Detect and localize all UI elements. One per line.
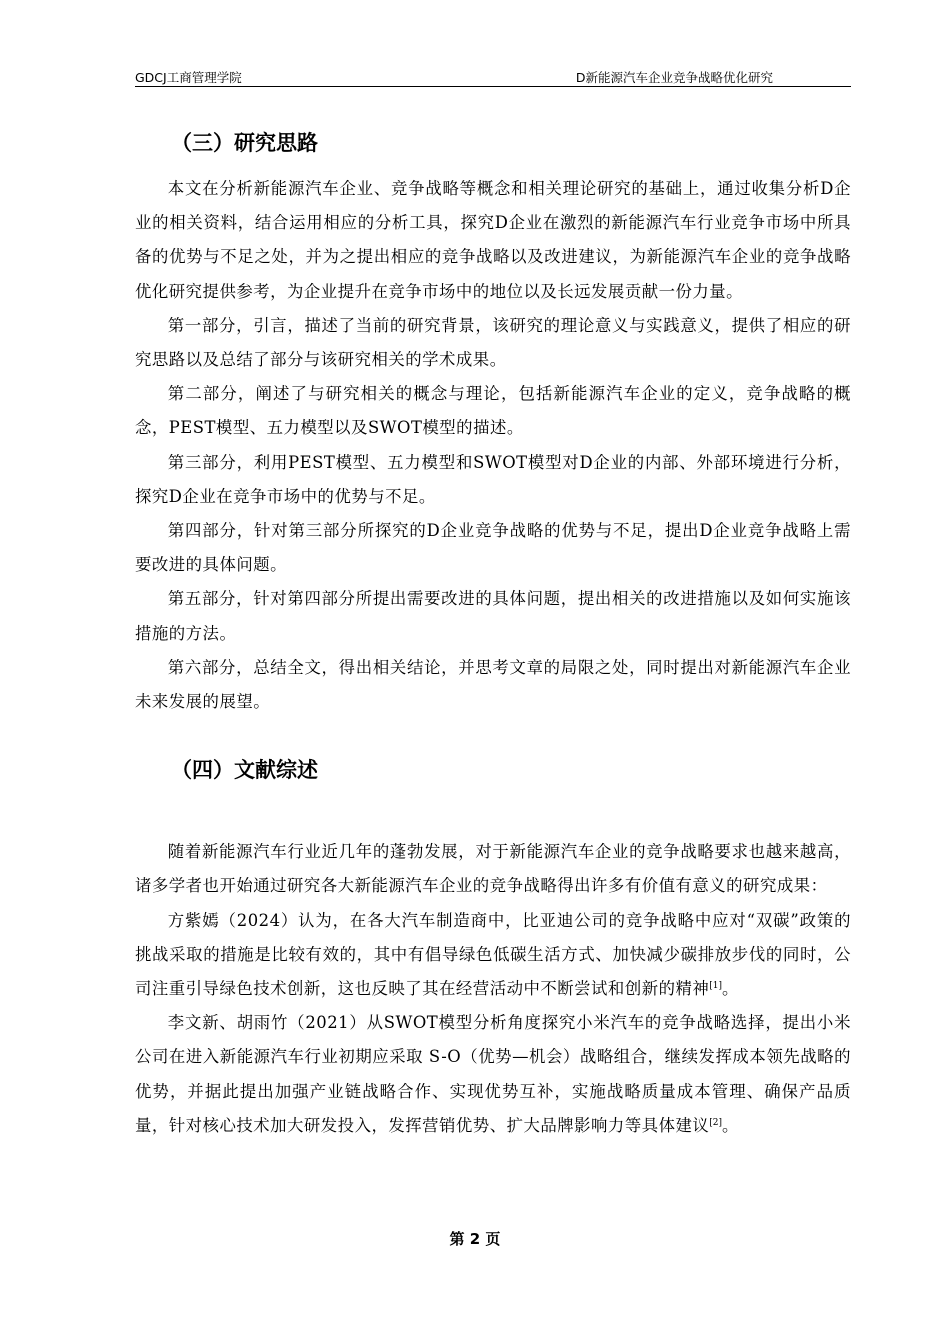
page-header bbox=[135, 64, 851, 87]
page-number: 第 2 页 bbox=[449, 1230, 501, 1248]
paragraph: 第三部分，利用PEST模型、五力模型和SWOT模型对D企业的内部、外部环境进行分析，探究D企业在竞争市场中的优势与不足。 bbox=[135, 452, 851, 506]
paragraph: 随着新能源汽车行业近几年的蓬勃发展，对于新能源汽车企业的竞争战略要求也越来越高，诸多学者也开始通过研究各大新能源汽车企业的竞争战略得出许多有价值有意义的研究成果： bbox=[135, 842, 851, 896]
paragraph: 第二部分，阐述了与研究相关的概念与理论，包括新能源汽车企业的定义，竞争战略的概念，PEST模型、五力模型以及SWOT模型的描述。 bbox=[135, 384, 851, 438]
paragraph: 第六部分，总结全文，得出相关结论，并思考文章的局限之处，同时提出对新能源汽车企业未来发展的展望。 bbox=[135, 657, 851, 712]
reference-text: 方紫嫣（2024）认为，在各大汽车制造商中，比亚迪公司的竞争战略中应对“双碳”政策的挑战采取的措施是比较有效的，其中有倡导绿色低碳生活方式、加快减少碳排放步伐的同时，公司注重引导绿色技术创新，这也反映了其在经营活动中不断尝试和创新的精神 bbox=[135, 910, 851, 999]
header-institution: GDCJ工商管理学院 bbox=[135, 70, 242, 85]
section-heading-literature-review: （四）文献综述 bbox=[171, 758, 318, 783]
page-body bbox=[135, 118, 851, 1143]
sentence-end: 。 bbox=[722, 1115, 739, 1135]
reference-paragraph bbox=[135, 1006, 851, 1143]
paragraph: 本文在分析新能源汽车企业、竞争战略等概念和相关理论研究的基础上，通过收集分析D企业的相关资料，结合运用相应的分析工具，探究D企业在激烈的新能源汽车行业竞争市场中所具备的优势与不足之处，并为之提出相应的竞争战略以及改进建议，为新能源汽车企业的竞争战略优化研究提供参考，为企业提升在竞争市场中的地位以及长远发展贡献一份力量。 bbox=[135, 179, 851, 301]
reference-text: 李文新、胡雨竹（2021）从SWOT模型分析角度探究小米汽车的竞争战略选择，提出小米公司在进入新能源汽车行业初期应采取 S-O（优势—机会）战略组合，继续发挥成本领先战略的优势，并据此提出加强产业链战略合作、实现优势互补，实施战略质量成本管理、确保产品质量，针对核心技术加大研发投入，发挥营销优势、扩大品牌影响力等具体建议 bbox=[135, 1013, 851, 1135]
header-thesis-title: D新能源汽车企业竞争战略优化研究 bbox=[575, 70, 773, 85]
paragraph: 第五部分，针对第四部分所提出需要改进的具体问题，提出相关的改进措施以及如何实施该措施的方法。 bbox=[135, 589, 851, 643]
citation-marker[interactable]: [2] bbox=[709, 1117, 723, 1128]
section-heading-research-approach: （三）研究思路 bbox=[171, 131, 318, 155]
paragraph: 第四部分，针对第三部分所探究的D企业竞争战略的优势与不足，提出D企业竞争战略上需要改进的具体问题。 bbox=[135, 521, 851, 575]
sentence-end: 。 bbox=[722, 979, 739, 999]
citation-marker[interactable]: [1] bbox=[709, 981, 723, 992]
paragraph: 第一部分，引言，描述了当前的研究背景，该研究的理论意义与实践意义，提供了相应的研究思路以及总结了部分与该研究相关的学术成果。 bbox=[135, 315, 851, 370]
reference-paragraph bbox=[135, 904, 851, 1007]
